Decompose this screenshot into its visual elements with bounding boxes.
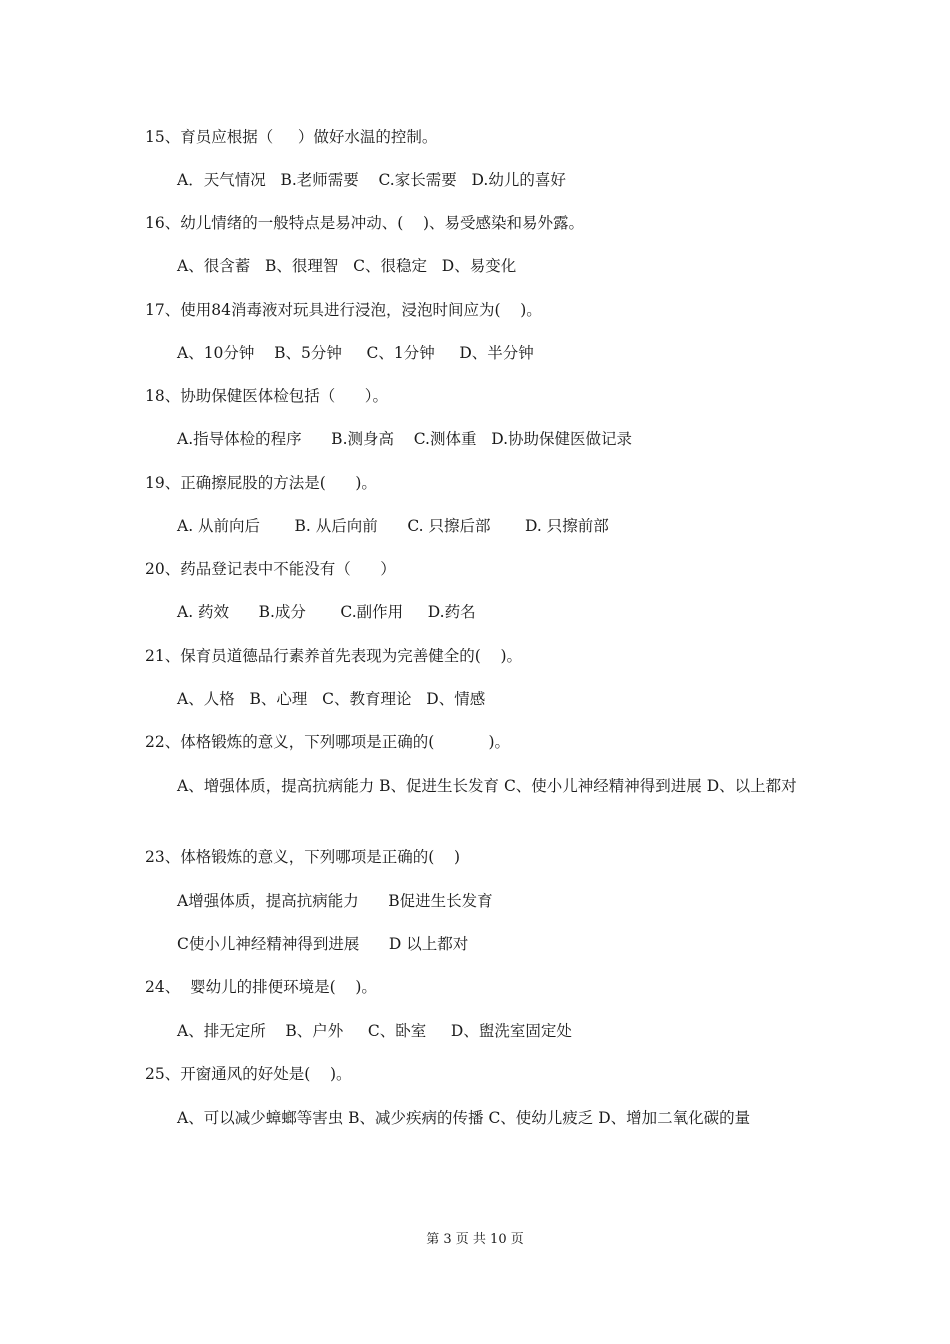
options-20: A. 药效 B.成分 C.副作用 D.药名 — [177, 603, 476, 621]
question-20: 20、药品登记表中不能没有（ ） — [145, 560, 396, 578]
options-19: A. 从前向后 B. 从后向前 C. 只擦后部 D. 只擦前部 — [177, 517, 609, 535]
options-16: A、很含蓄 B、很理智 C、很稳定 D、易变化 — [177, 257, 517, 275]
question-16: 16、幼儿情绪的一般特点是易冲动、( )、易受感染和易外露。 — [145, 214, 585, 232]
question-19: 19、正确擦屁股的方法是( )。 — [145, 474, 377, 492]
question-18: 18、协助保健医体检包括（ ）。 — [145, 387, 389, 405]
page-footer: 第 3 页 共 10 页 — [426, 1232, 524, 1247]
question-24: 24、 婴幼儿的排便环境是( )。 — [145, 978, 377, 996]
options-15: A．天气情况 B.老师需要 C.家长需要 D.幼儿的喜好 — [177, 171, 566, 189]
options-17: A、10分钟 B、5分钟 C、1分钟 D、半分钟 — [177, 344, 534, 362]
options-21: A、人格 B、心理 C、教育理论 D、情感 — [177, 690, 486, 708]
question-15: 15、育员应根据（ ）做好水温的控制。 — [145, 128, 438, 146]
options-25: A、可以减少蟑螂等害虫 B、减少疾病的传播 C、使幼儿疲乏 D、增加二氧化碳的量 — [177, 1109, 751, 1127]
options-23b: C使小儿神经精神得到进展 D 以上都对 — [177, 935, 469, 953]
question-23: 23、体格锻炼的意义，下列哪项是正确的( ) — [145, 848, 461, 866]
options-22: A、增强体质，提高抗病能力 B、促进生长发育 C、使小儿神经精神得到进展 D、以上都对 — [177, 777, 797, 795]
question-21: 21、保育员道德品行素养首先表现为完善健全的( )。 — [145, 647, 523, 665]
question-22: 22、体格锻炼的意义，下列哪项是正确的( )。 — [145, 733, 511, 751]
options-18: A.指导体检的程序 B.测身高 C.测体重 D.协助保健医做记录 — [177, 430, 633, 448]
question-17: 17、使用84消毒液对玩具进行浸泡，浸泡时间应为( )。 — [145, 301, 542, 319]
options-24: A、排无定所 B、户外 C、卧室 D、盥洗室固定处 — [177, 1022, 572, 1040]
options-23a: A增强体质，提高抗病能力 B促进生长发育 — [177, 892, 493, 910]
question-25: 25、开窗通风的好处是( )。 — [145, 1065, 352, 1083]
